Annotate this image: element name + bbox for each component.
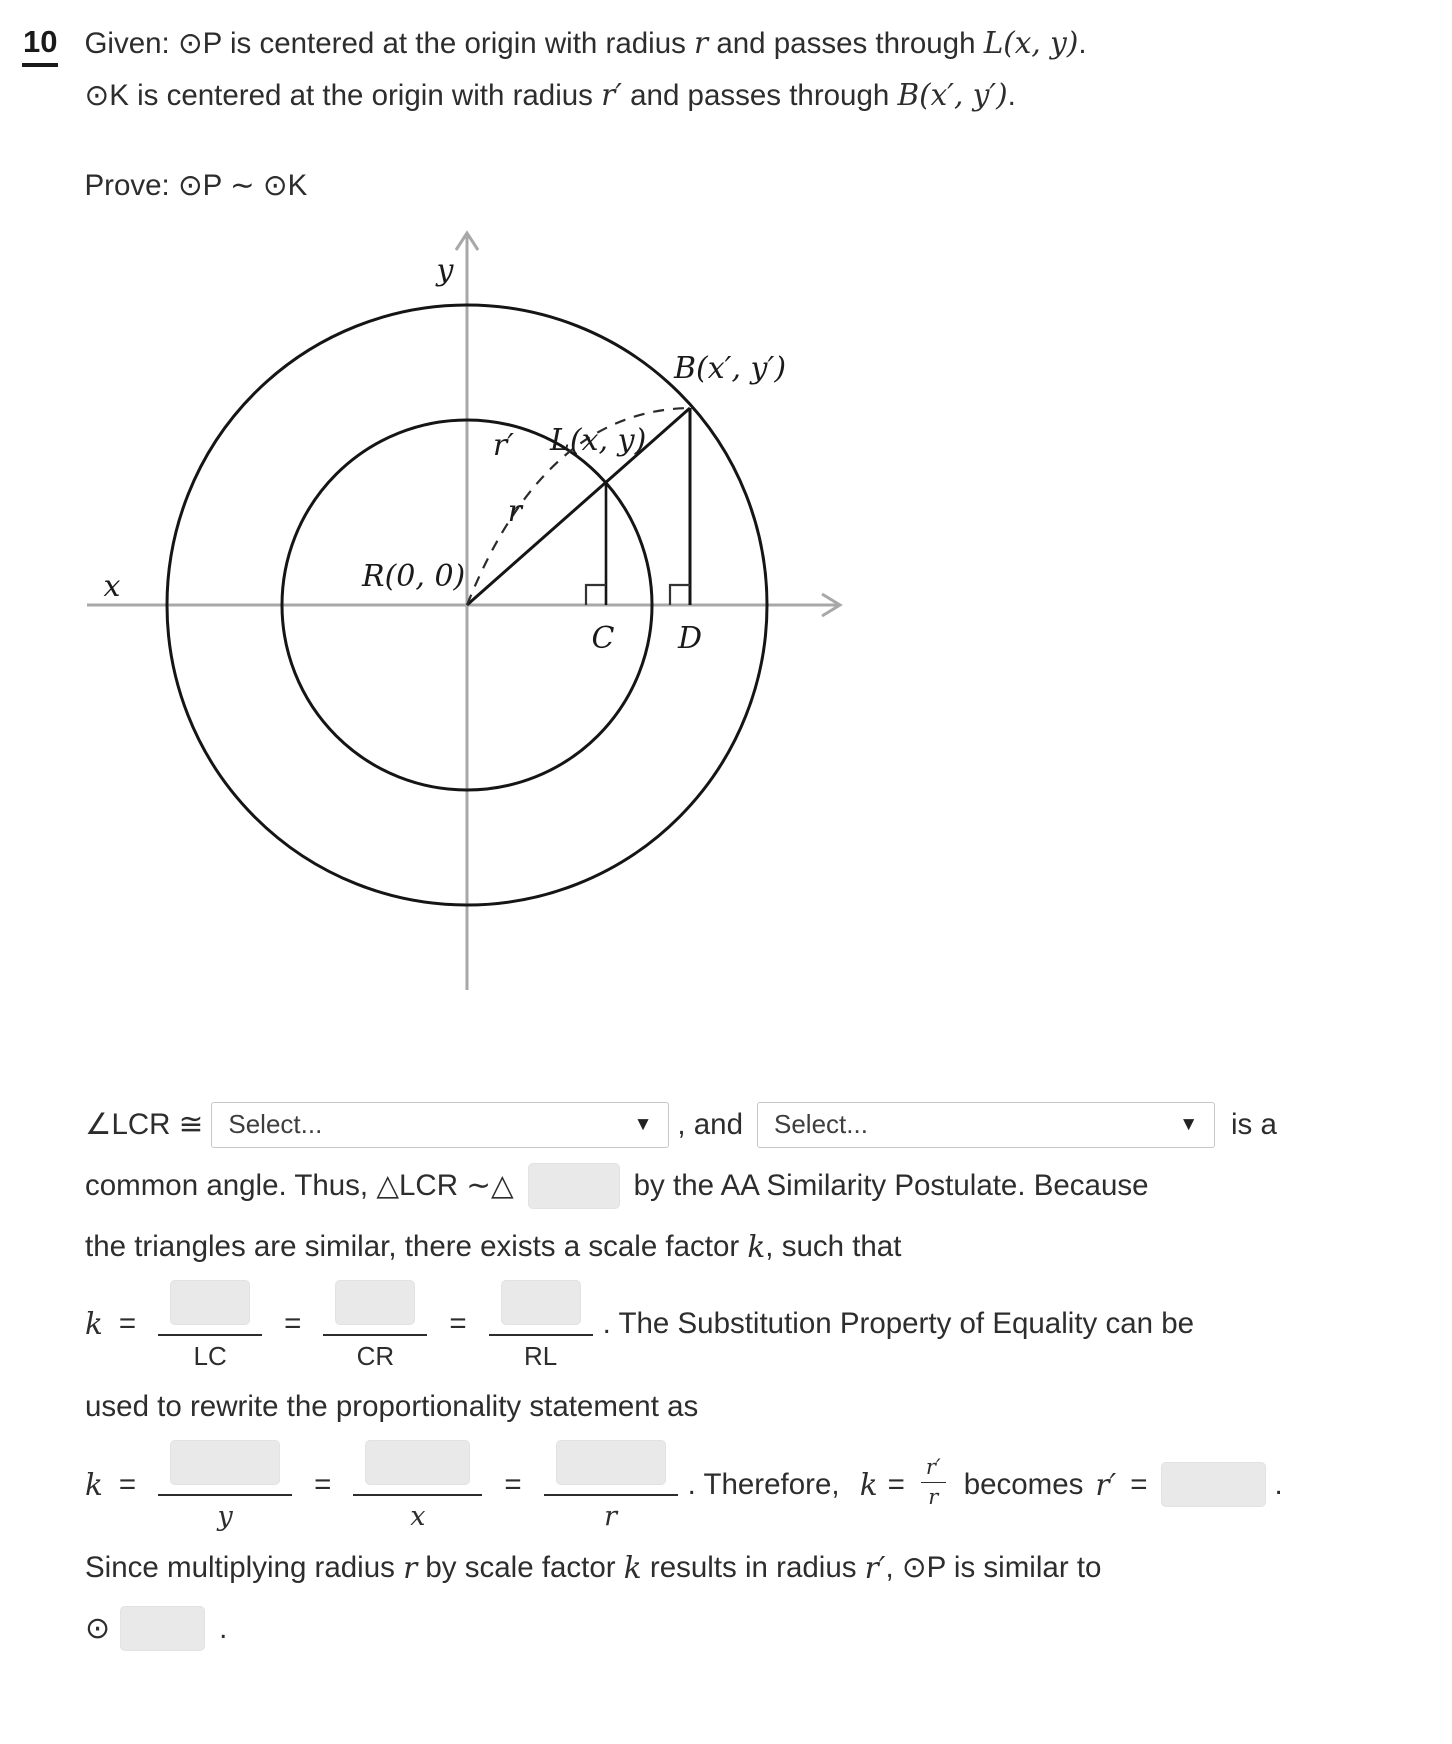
fraction-r-prime-over-r: $\frac{r'}{r}$: [921, 1457, 946, 1508]
radius-r-prime-label: r′: [492, 427, 514, 463]
diagram-svg: [62, 218, 902, 1033]
numerator-input-x[interactable]: [365, 1440, 470, 1485]
circle-name-input[interactable]: [120, 1606, 205, 1651]
proof-row-6: k = y = x = r . Therefore, k = $\frac{r'}{r}$ becomes r′ = .: [85, 1440, 1422, 1530]
numerator-input-r[interactable]: [556, 1440, 666, 1485]
var-k: k: [747, 1229, 766, 1264]
problem-header: [22, 18, 1422, 212]
chevron-down-icon: ▼: [1179, 1113, 1198, 1135]
is-a-text: is a: [1231, 1107, 1277, 1141]
var-r-prime: r′: [601, 77, 622, 112]
angle-select-2[interactable]: [757, 1102, 1215, 1148]
denominator-x: x: [410, 1500, 426, 1532]
denominator-r: r: [604, 1500, 618, 1532]
numerator-input-y[interactable]: [170, 1440, 280, 1485]
given-line-1: Given: ⊙P is centered at the origin with radius r and passes through L(x, y).: [84, 26, 1087, 60]
proof-row-7: Since multiplying radius r by scale factor k results in radius r′ , ⊙P is similar to: [85, 1550, 1102, 1585]
denominator-CR: CR: [356, 1340, 395, 1371]
origin-label: R(0, 0): [362, 558, 466, 594]
var-r: r: [403, 1550, 418, 1585]
given-line-2: ⊙K is centered at the origin with radius r′ and passes through B(x′, y′).: [84, 77, 1016, 112]
x-axis-label: x: [103, 568, 121, 604]
point-L-text: L(x, y): [983, 26, 1079, 60]
aa-postulate-text: by the AA Similarity Postulate. Because: [633, 1168, 1149, 1202]
proof-row-4: k = LC = CR = RL . The Substitution Property of Equality can be: [85, 1280, 1422, 1369]
triangle-name-input[interactable]: [528, 1163, 620, 1209]
and-text: , and: [677, 1107, 743, 1141]
y-axis-label: y: [436, 252, 454, 288]
point-C-label: C: [591, 620, 615, 656]
var-k: k: [859, 1467, 878, 1502]
var-k: k: [85, 1467, 103, 1502]
therefore-text: . Therefore,: [687, 1467, 848, 1501]
proof-section: [85, 1102, 1422, 1652]
proof-row-1: [85, 1102, 1422, 1148]
numerator-input-cr[interactable]: [335, 1280, 415, 1325]
problem-number: 10: [22, 24, 58, 67]
point-D-label: D: [677, 620, 703, 656]
var-r-prime: r′: [1095, 1467, 1117, 1502]
circle-symbol: ⊙: [85, 1612, 111, 1646]
right-angle-mark-C: [586, 585, 606, 605]
proof-row-2: [85, 1163, 1422, 1209]
fraction-over-RL: [489, 1280, 593, 1369]
point-L-label: L(x, y): [550, 422, 647, 458]
r-prime-answer-input[interactable]: [1161, 1462, 1266, 1507]
point-B-text: B(x′, y′): [897, 77, 1008, 112]
right-angle-mark-D: [670, 585, 690, 605]
proof-row-3: the triangles are similar, there exists a scale factor k , such that: [85, 1229, 902, 1264]
circles-diagram: [62, 218, 1422, 1038]
prove-statement: Prove: ⊙P ∼ ⊙K: [84, 168, 308, 202]
var-k: k: [85, 1307, 103, 1342]
fraction-over-LC: [158, 1280, 262, 1369]
angle-select-1[interactable]: [211, 1102, 669, 1148]
point-B-label: B(x′, y′): [674, 350, 787, 386]
denominator-LC: LC: [193, 1340, 227, 1371]
proof-row-8: ⊙ .: [85, 1606, 1422, 1652]
fraction-over-x: [353, 1440, 482, 1530]
becomes-text: becomes: [963, 1467, 1084, 1501]
problem-statement: [84, 18, 1086, 212]
common-angle-text: common angle. Thus, △LCR ∼△: [85, 1169, 514, 1203]
var-k: k: [623, 1550, 642, 1585]
radius-r-label: r: [507, 493, 522, 529]
denominator-y: y: [217, 1500, 233, 1532]
select-2-placeholder: Select...: [774, 1109, 868, 1140]
var-r-prime: r′: [864, 1550, 886, 1585]
proof-row-5: [85, 1384, 1422, 1430]
fraction-over-y: [158, 1440, 292, 1530]
substitution-text: . The Substitution Property of Equality can be: [602, 1307, 1195, 1341]
select-1-placeholder: Select...: [228, 1109, 323, 1140]
var-r: r: [694, 26, 709, 60]
fraction-over-r: [544, 1440, 678, 1530]
rewrite-text: used to rewrite the proportionality statement as: [85, 1389, 699, 1423]
denominator-RL: RL: [523, 1340, 558, 1371]
fraction-over-CR: [323, 1280, 427, 1369]
numerator-input-lc[interactable]: [170, 1280, 250, 1325]
numerator-input-rl[interactable]: [501, 1280, 581, 1325]
chevron-down-icon: ▼: [633, 1113, 653, 1135]
angle-lcr-congruent-text: ∠LCR ≅: [85, 1108, 204, 1142]
